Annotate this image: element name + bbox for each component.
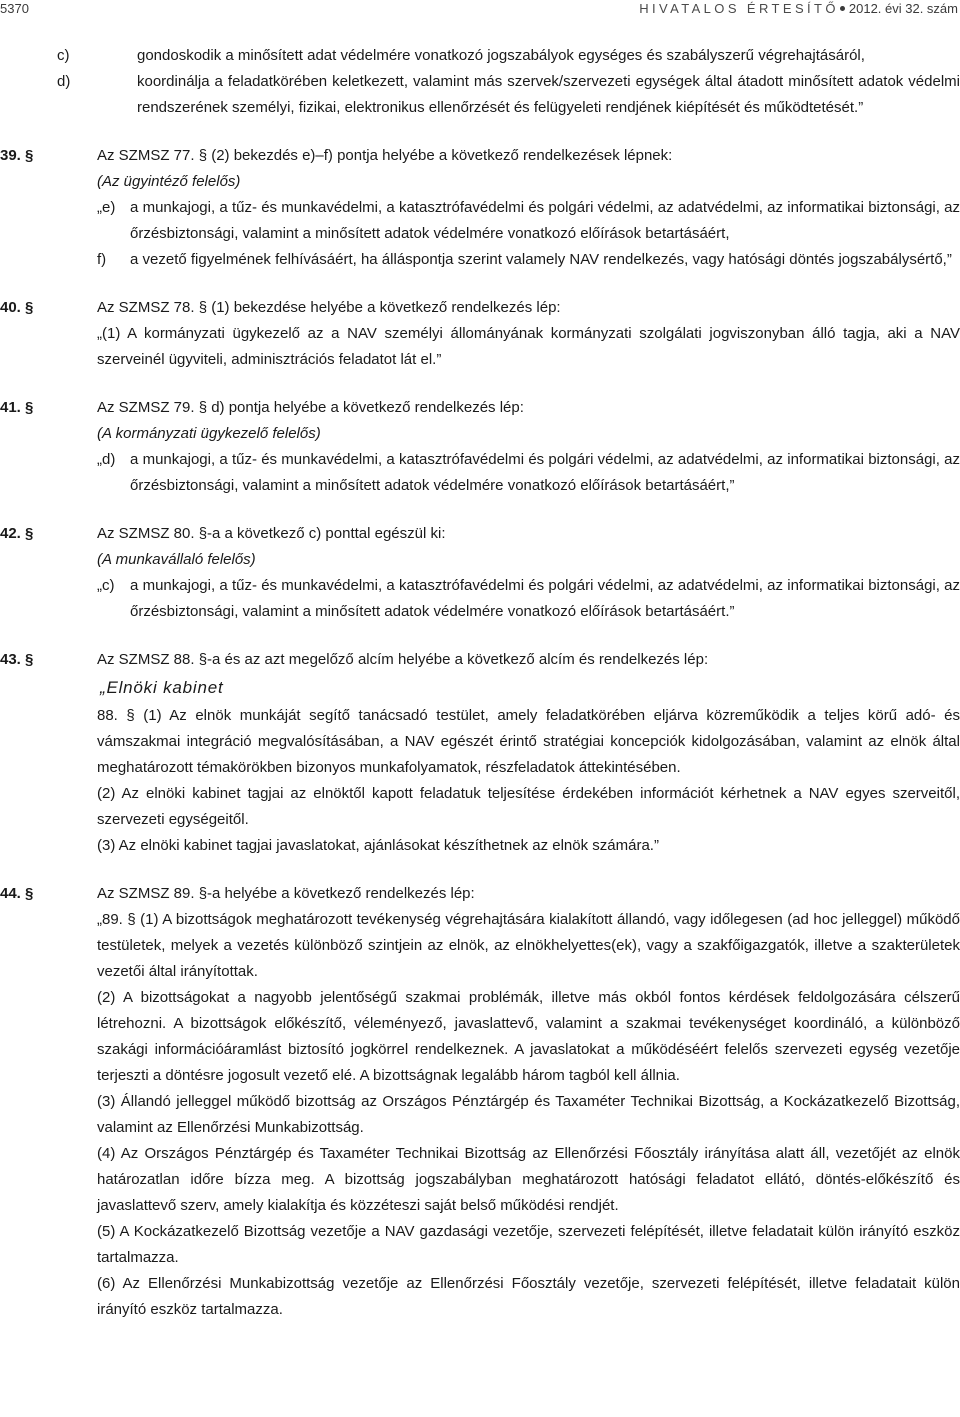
item-text: gondoskodik a minősített adat védelmére vonatkozó jogszabályok egységes és szabályszerű végrehajtásáról, <box>137 47 865 64</box>
issue-label: 2012. évi 32. szám <box>848 1 958 16</box>
section-40 <box>0 295 960 321</box>
list-item <box>0 447 960 499</box>
paragraph: (3) Állandó jelleggel működő bizottság az Országos Pénztárgép és Taxaméter Technikai Bizottság, a Kockázatkezelő Bizottság, valamint az Ellenőrzési Munkabizottság. <box>97 1093 960 1136</box>
subtitle: „Elnöki kabinet <box>100 678 224 697</box>
list-item <box>0 247 960 273</box>
item-label: „e) <box>97 199 116 216</box>
item-label: c) <box>57 47 70 64</box>
section-heading: Az SZMSZ 77. § (2) bekezdés e)–f) pontja helyébe a következő rendelkezések lépnek: <box>97 147 673 164</box>
paragraph: (2) Az elnöki kabinet tagjai az elnöktől kapott feladatuk teljesítése érdekében információt kérhetnek a NAV egyes szerveitől, szervezeti egységeitől. <box>97 785 960 828</box>
section-heading: Az SZMSZ 79. § d) pontja helyébe a következő rendelkezés lép: <box>97 399 524 416</box>
list-item <box>57 69 960 121</box>
item-label: „c) <box>97 577 115 594</box>
list-item <box>0 195 960 247</box>
bullet-icon <box>840 6 845 11</box>
section-text: „(1) A kormányzati ügykezelő az a NAV személyi állományának kormányzati szolgálati jogviszonyban álló tagja, aki a NAV szerveinél ügyviteli, adminisztrációs feladatot lát el.” <box>97 325 960 368</box>
item-label: „d) <box>97 451 116 468</box>
item-text: koordinálja a feladatkörében keletkezett, valamint más szervek/szervezeti egységek által átadott minősített adatok védelmi rendszerének személyi, fizikai, elektronikus ellenőrzését és felügyeleti rendjének kiépítését és működtetését.” <box>137 73 960 116</box>
paragraph: 88. § (1) Az elnök munkáját segítő tanácsadó testület, amely feladatkörében eljárva közreműködik a teljes körű adó- és vámszakmai integráció megvalósításában, a NAV egészét érintő stratégiai koncepciók kidolgozásában, valamint az elnök által meghatározott témakörökben bizonyos munkafolyamatok, részfeladatok áttekintésében. <box>97 707 960 776</box>
list-item <box>57 43 960 69</box>
italic-context: (Az ügyintéző felelős) <box>97 173 241 190</box>
section-number: 40. § <box>0 299 34 316</box>
item-label: d) <box>57 73 71 90</box>
section-41 <box>0 395 960 421</box>
item-text: a munkajogi, a tűz- és munkavédelmi, a katasztrófavédelmi és polgári védelmi, az adatvédelmi, az informatikai biztonsági, az őrzésbiztonsági, valamint a minősített adatok védelmére vonatkozó előírások betartásáért,” <box>130 451 960 494</box>
section-43 <box>0 647 960 673</box>
section-heading: Az SZMSZ 78. § (1) bekezdése helyébe a következő rendelkezés lép: <box>97 299 561 316</box>
list-item <box>0 573 960 625</box>
paragraph: (5) A Kockázatkezelő Bizottság vezetője a NAV gazdasági vezetője, szervezeti felépítését, illetve feladatait külön irányító eszköz tartalmazza. <box>97 1223 960 1266</box>
paragraph: (3) Az elnöki kabinet tagjai javaslatokat, ajánlásokat készíthetnek az elnök számára.” <box>97 837 659 854</box>
item-label: f) <box>97 251 107 268</box>
section-39 <box>0 143 960 169</box>
header-right <box>639 1 958 16</box>
section-number: 39. § <box>0 147 34 164</box>
section-42 <box>0 521 960 547</box>
section-44 <box>0 881 960 907</box>
section-number: 44. § <box>0 885 34 902</box>
item-text: a munkajogi, a tűz- és munkavédelmi, a katasztrófavédelmi és polgári védelmi, az adatvédelmi, az informatikai biztonsági, az őrzésbiztonsági, valamint a minősített adatok védelmére vonatkozó előírások betartásáért, <box>130 199 960 242</box>
section-number: 43. § <box>0 651 34 668</box>
section-number: 42. § <box>0 525 34 542</box>
paragraph: (2) A bizottságokat a nagyobb jelentőségű szakmai problémák, illetve más okból fontos kérdések feldolgozására célszerű létrehozni. A bizottságok előkészítő, véleményező, javaslattevő, valamint a szakmai tevékenységet koordináló, a különböző szakági információáramlást biztosító jogkörrel rendelkeznek. A javaslatokat a működéséért felelős szervezeti egység vezetője terjeszti a döntésre jogosult vezető elé. A bizottságnak legalább három tagból kell állnia. <box>97 989 960 1084</box>
paragraph: „89. § (1) A bizottságok meghatározott tevékenység végrehajtására kialakított állandó, vagy időlegesen (ad hoc jelleggel) működő testületek, melyek a vezetés különböző szintjein az elnök, az elnökhelyettes(ek), vagy a szakfőigazgatók, illetve a szakterületek vezetői által irányítottak. <box>97 911 960 980</box>
page-number: 5370 <box>0 1 29 16</box>
italic-context: (A munkavállaló felelős) <box>97 551 256 568</box>
section-heading: Az SZMSZ 89. §-a helyébe a következő rendelkezés lép: <box>97 885 475 902</box>
item-text: a munkajogi, a tűz- és munkavédelmi, a katasztrófavédelmi és polgári védelmi, az adatvédelmi, az informatikai biztonsági, az őrzésbiztonsági, valamint a minősített adatok védelmére vonatkozó előírások betartásáért.” <box>130 577 960 620</box>
document-body <box>0 43 960 1323</box>
publication-title: HIVATALOS ÉRTESÍTŐ <box>639 1 839 16</box>
section-number: 41. § <box>0 399 34 416</box>
section-heading: Az SZMSZ 80. §-a a következő c) ponttal egészül ki: <box>97 525 446 542</box>
section-heading: Az SZMSZ 88. §-a és az azt megelőző alcím helyébe a következő alcím és rendelkezés lép: <box>97 651 709 668</box>
page-header <box>0 0 960 20</box>
italic-context: (A kormányzati ügykezelő felelős) <box>97 425 321 442</box>
paragraph: (4) Az Országos Pénztárgép és Taxaméter Technikai Bizottság az Ellenőrzési Főosztály irányítása alatt áll, vezetőjét az elnök határozatlan időre bízza meg. A bizottság jogszabályban meghatározott hatósági feladatot ellátó, döntés-előkészítő és javaslattevő szerv, amely kialakítja és közzéteszi saját belső működési rendjét. <box>97 1145 960 1214</box>
item-text: a vezető figyelmének felhívásáért, ha álláspontja szerint valamely NAV rendelkezés, vagy hatósági döntés jogszabálysértő,” <box>130 251 952 268</box>
paragraph: (6) Az Ellenőrzési Munkabizottság vezetője az Ellenőrzési Főosztály vezetője, szervezeti felépítését, illetve feladatait külön irányító eszköz tartalmazza. <box>97 1275 960 1318</box>
